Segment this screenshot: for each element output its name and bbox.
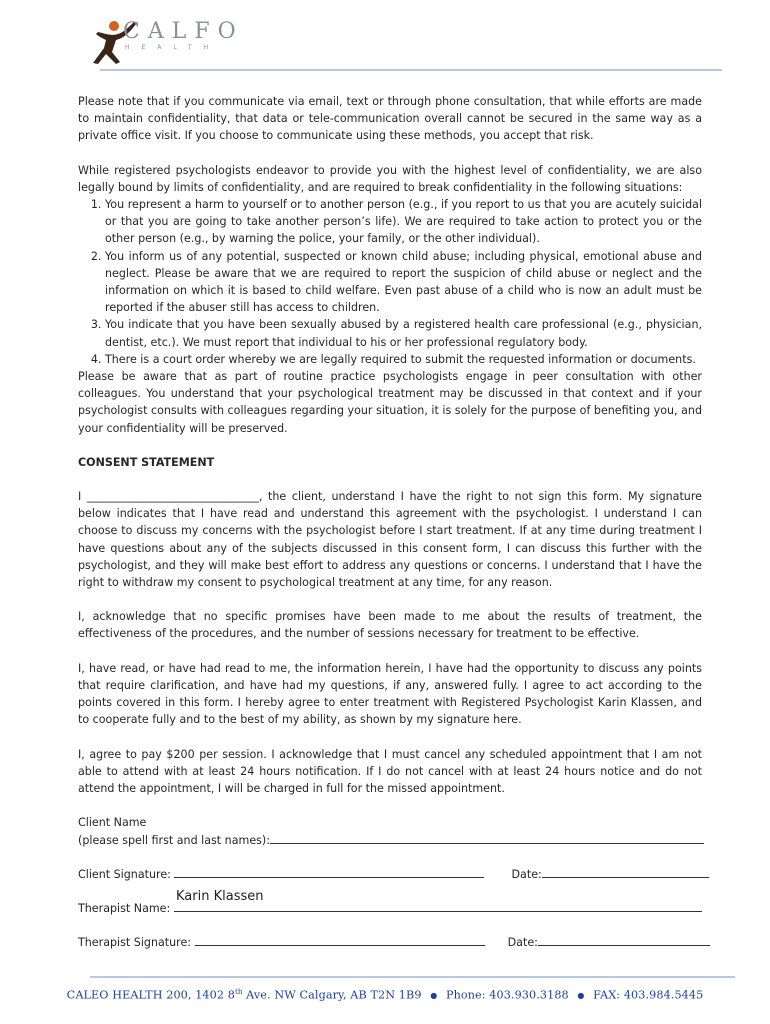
client-name-row [78,814,702,831]
therapist-signature-field[interactable] [195,933,485,946]
therapist-name-row [78,889,702,916]
therapist-name-value: Karin Klassen [176,889,264,905]
footer-contact [0,988,770,1002]
client-name-field[interactable] [270,831,704,844]
list-item: 1. You represent a harm to yourself or to another person (e.g., if you report to us that you are acutely suicidal or that you are going to take another person’s life). We are required to take action to protect you or the other person (e.g., by warning the police, your family, or the other individual). [105,196,702,248]
footer-address-sup: th [234,988,243,996]
peer-consultation-paragraph: Please be aware that as part of routine practice psychologists engage in peer consultation with other colleagues. You understand that your psychological treatment may be discussed in that context and if your psychologist consults with colleagues regarding your situation, it is solely for the purpose of benefiting you, and your confidentiality will be preserved. [78,370,702,435]
logo-wordmark: CALFO [123,19,244,44]
consent-paragraph-2: I, acknowledge that no specific promises have been made to me about the results of treatment, the effectiveness of the procedures, and the number of sessions necessary for treatment to be effective. [78,610,702,641]
footer-fax: FAX: 403.984.5445 [593,988,704,1002]
client-name-blank[interactable]: _______________________________ [86,490,259,504]
list-item: 3. You indicate that you have been sexually abused by a registered health care professional (e.g., physician, dentist, etc.). We must report that individual to his or her professional regulatory body. [105,316,702,350]
footer-address-a: CALEO HEALTH 200, 1402 8 [66,988,235,1002]
therapist-signature-label: Therapist Signature: [78,936,195,950]
header-divider [100,69,722,71]
intro-paragraph: Please note that if you communicate via email, text or through phone consultation, that while efforts are made to maintain confidentiality, that data or tele-communication overall cannot be secured in the same way as a private office visit. If you choose to communicate using these methods, you accept that risk. [78,95,702,143]
client-signature-row [78,865,702,882]
client-signature-field[interactable] [174,865,484,878]
bullet-icon: ● [430,991,438,1001]
client-name-hint: (please spell first and last names): [78,834,270,848]
document-body [78,93,702,950]
therapist-date-field[interactable] [538,933,710,946]
client-name-label: Client Name [78,816,147,830]
consent-heading: CONSENT STATEMENT [78,455,215,469]
therapist-signature-row [78,933,702,950]
list-item: 2. You inform us of any potential, suspected or known child abuse; including physical, emotional abuse and neglect. Please be aware that we are required to report the suspicion of child abuse or neglect and the information on which it is based to child welfare. Even past abuse of a child who is now an adult must be reported if the abuser still has access to children. [105,248,702,317]
client-date-label: Date: [511,868,542,882]
therapist-date-label: Date: [507,936,538,950]
therapist-name-label: Therapist Name: [78,902,174,916]
client-signature-label: Client Signature: [78,868,175,882]
consent-paragraph-3: I, have read, or have had read to me, the information herein, I have had the opportunity to discuss any points that require clarification, and have had my questions, if any, answered fully. I agree to act according to the points covered in this form. I hereby agree to enter treatment with Registered Psychologist Karin Klassen, and to cooperate fully and to the best of my ability, as shown by my signature here. [78,661,702,727]
client-date-field[interactable] [542,865,709,878]
consent-paragraph-1 [78,488,702,591]
logo-subtext: HEALTH [125,44,221,51]
list-item: 4. There is a court order whereby we are legally required to submit the requested information or documents. [105,351,702,368]
confidentiality-limits-list [78,196,702,368]
footer-divider [90,976,735,978]
client-name-hint-row [78,831,702,848]
footer-phone: Phone: 403.930.3188 [445,988,569,1002]
consent-paragraph-4: I, agree to pay $200 per session. I acknowledge that I must cancel any scheduled appointment that I am not able to attend with at least 24 hours notification. If I do not cancel with at least 24 hours notice and do not attend the appointment, I will be charged in full for the missed appointment. [78,747,702,795]
consent-p1-text: , the client, understand I have the right to not sign this form. My signature below indicates that I have read and understand this agreement with the psychologist. I understand I can choose to discuss my concerns with the psychologist before I start treatment. If at any time during treatment I have questions about any of the subjects discussed in this consent form, I can discuss this further with the psychologist, and they will make best effort to address any questions or concerns. I understand that I have the right to withdraw my consent to psychological treatment at any time, for any reason. [78,490,702,590]
bullet-icon: ● [577,991,585,1001]
footer-address-b: Ave. NW Calgary, AB T2N 1B9 [242,988,422,1002]
consent-p1-start: I [78,490,87,504]
limits-intro-paragraph: While registered psychologists endeavor to provide you with the highest level of confidentiality, we are also legally bound by limits of confidentiality, and are required to break confidentiality in the following situations: [78,163,702,194]
